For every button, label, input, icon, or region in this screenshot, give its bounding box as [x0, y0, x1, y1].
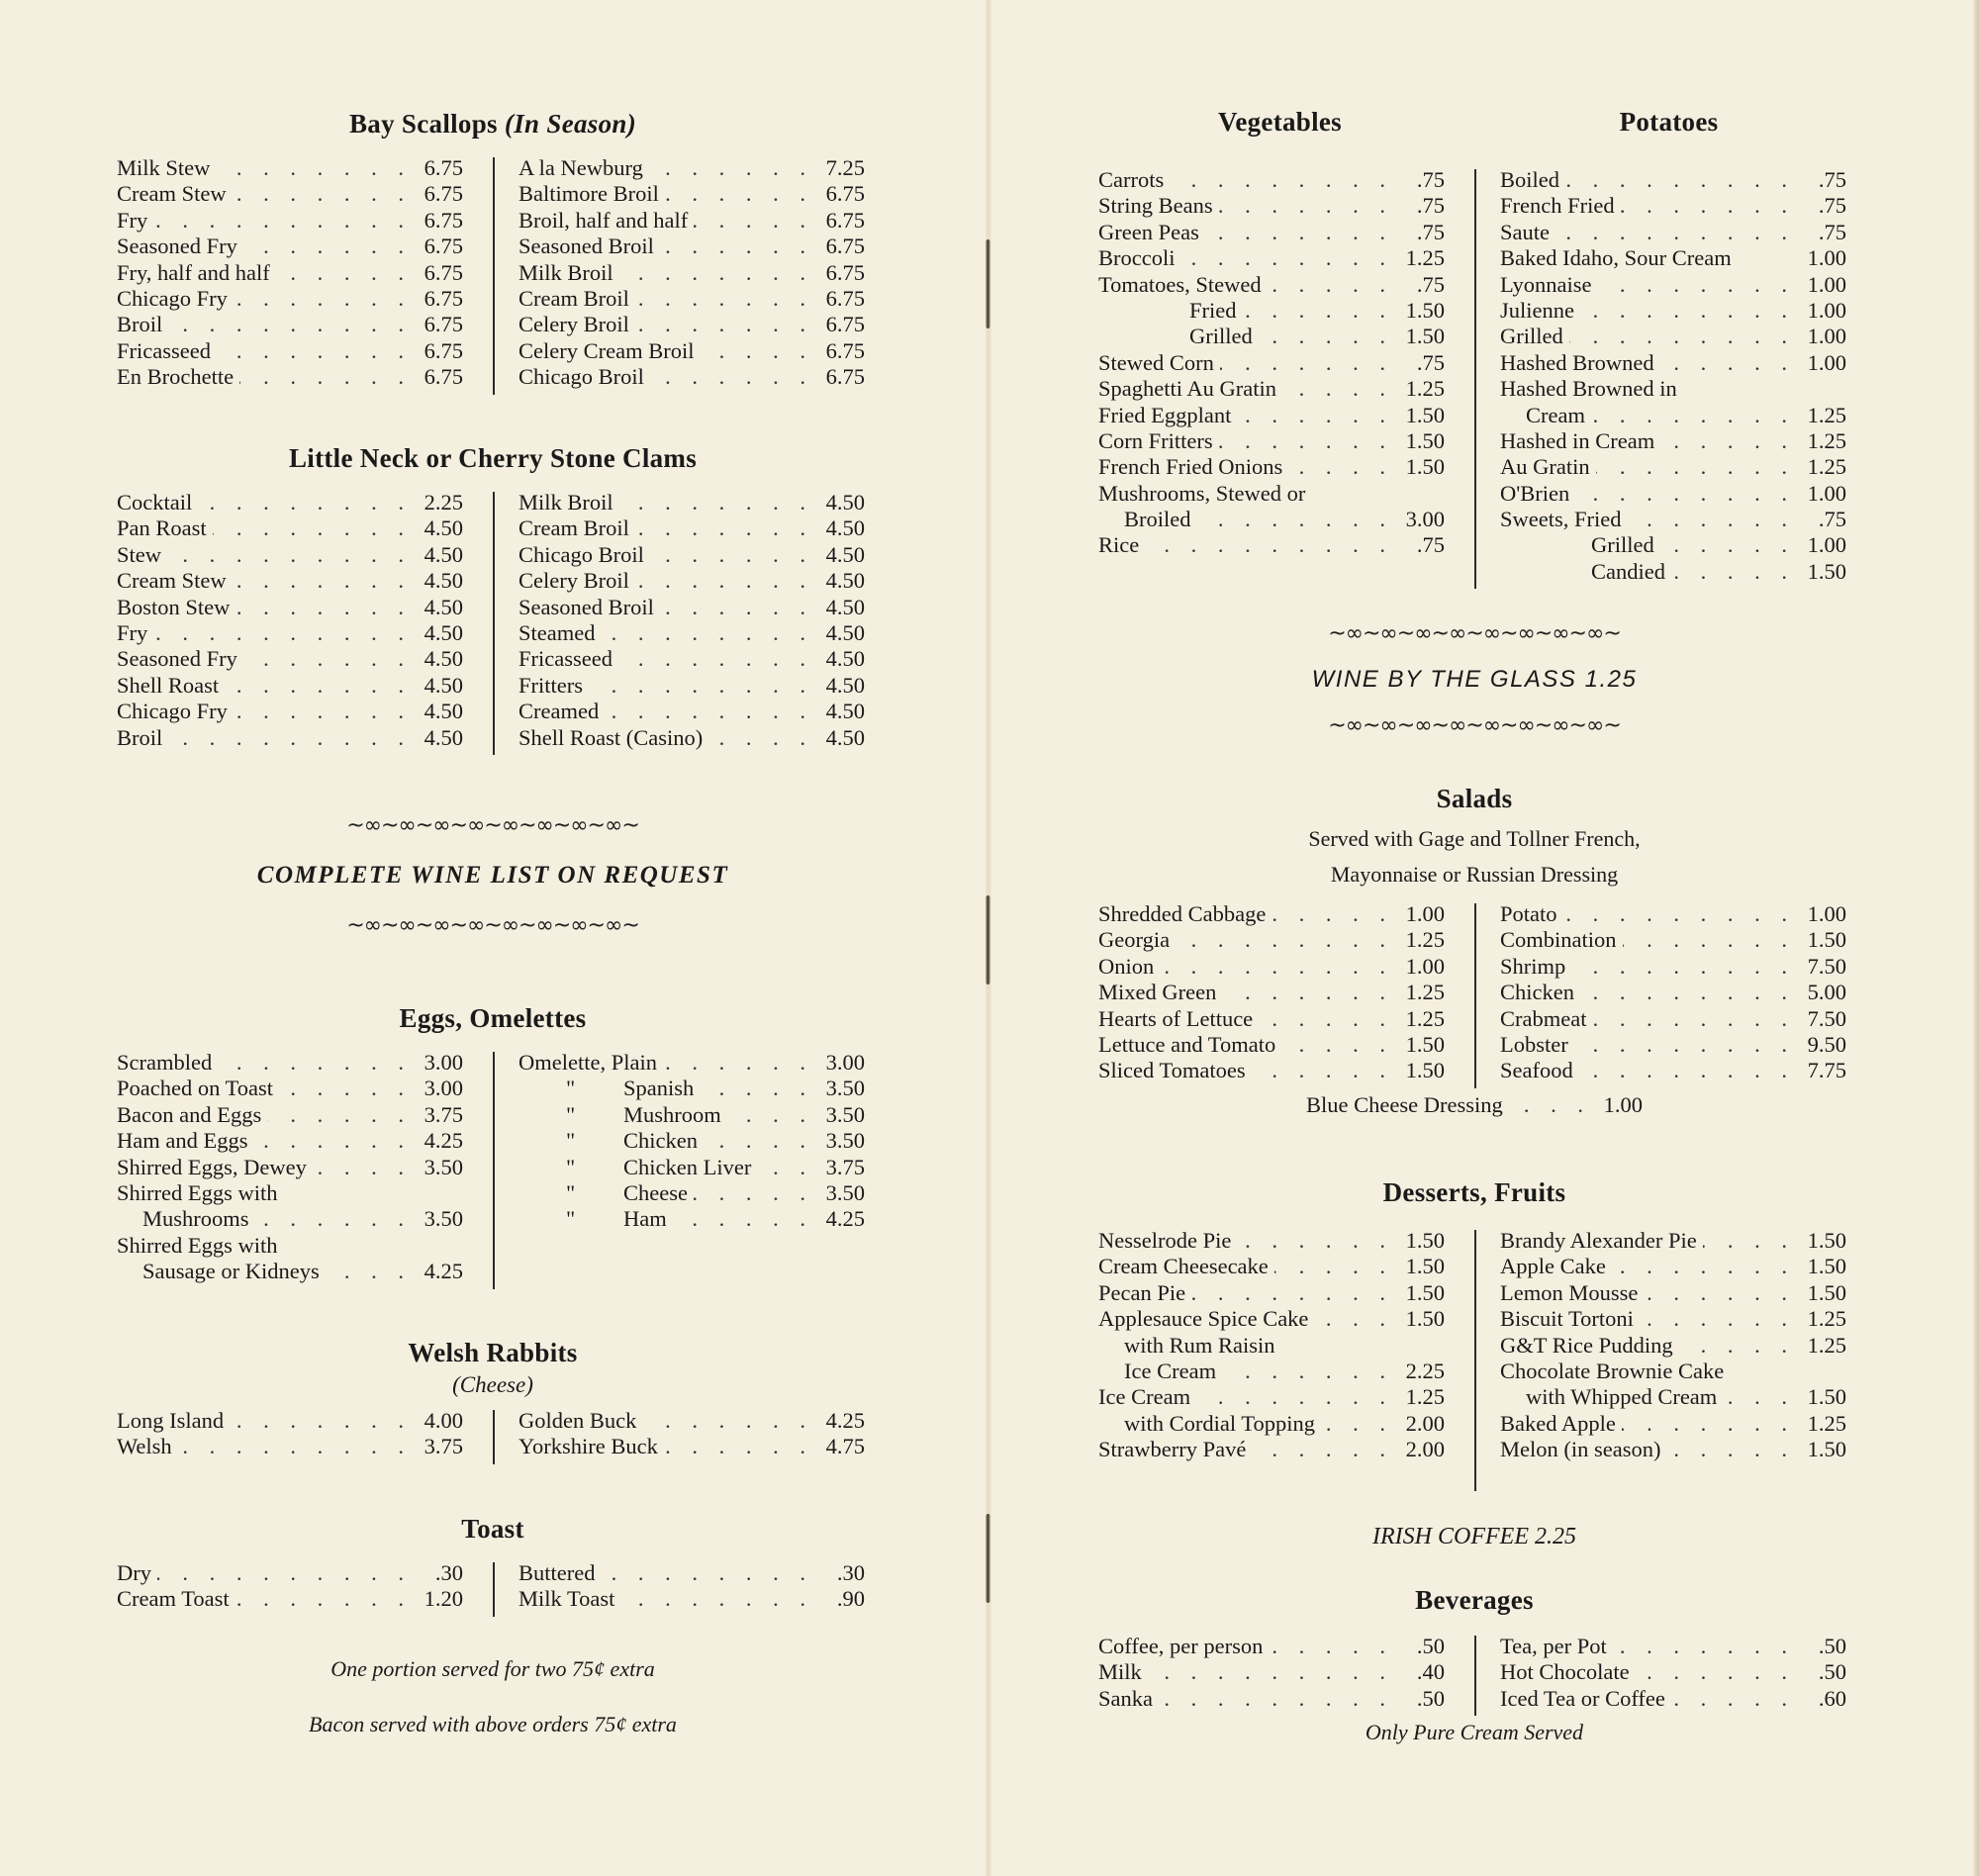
column-divider — [493, 1562, 495, 1617]
menu-item: Fried . . . 1.50 — [1098, 298, 1445, 324]
menu-item: Chicago Fry . . . 4.50 — [117, 699, 463, 724]
column-divider — [493, 1410, 495, 1464]
menu-item: Chicken . . . 5.00 — [1500, 980, 1846, 1005]
menu-item: Cream Stew . . . 4.50 — [117, 568, 463, 594]
menu-item: Candied . . . 1.50 — [1500, 559, 1846, 585]
wine-by-glass: WINE BY THE GLASS 1.25 — [1311, 666, 1638, 693]
ornament-divider-icon: ~∞~∞~∞~∞~∞~∞~∞~∞~ — [346, 813, 639, 838]
menu-item: Cream Broil . . . 4.50 — [518, 516, 865, 541]
menu-item: Ham and Eggs . . . 4.25 — [117, 1128, 463, 1154]
menu-column-right — [1500, 901, 1846, 1084]
menu-item: Fritters . . . 4.50 — [518, 673, 865, 699]
menu-item: Baked Apple . . . 1.25 — [1500, 1411, 1846, 1437]
menu-item: " Mushroom . . . 3.50 — [518, 1102, 865, 1128]
section-title: Welsh Rabbits — [408, 1338, 578, 1367]
menu-item: Shredded Cabbage . . . 1.00 — [1098, 901, 1445, 927]
menu-item: Hearts of Lettuce . . . 1.25 — [1098, 1006, 1445, 1032]
menu-item: Sanka . . . .50 — [1098, 1686, 1445, 1712]
menu-column-right — [518, 1408, 865, 1460]
menu-item: Strawberry Pavé . . . 2.00 — [1098, 1437, 1445, 1462]
menu-item: Fry, half and half . . . 6.75 — [117, 260, 463, 286]
menu-item: Hashed in Cream . . . 1.25 — [1500, 428, 1846, 454]
menu-item: Omelette, Plain . . . 3.00 — [518, 1050, 865, 1076]
ditto-mark: " — [566, 1206, 576, 1232]
menu-item: Saute . . . .75 — [1500, 220, 1846, 245]
menu-item: Crabmeat . . . 7.50 — [1500, 1006, 1846, 1032]
menu-item: Golden Buck . . . 4.25 — [518, 1408, 865, 1434]
menu-item: Buttered . . . .30 — [518, 1560, 865, 1586]
menu-item: Seasoned Broil . . . 4.50 — [518, 595, 865, 620]
menu-item: " Spanish . . . 3.50 — [518, 1076, 865, 1101]
portion-note: One portion served for two 75¢ extra — [330, 1655, 655, 1681]
cream-note: Only Pure Cream Served — [1365, 1720, 1584, 1745]
column-divider — [493, 1052, 495, 1289]
menu-item: Fricasseed . . . 4.50 — [518, 646, 865, 672]
section-beverages — [1098, 1585, 1850, 1745]
menu-item: Welsh . . . 3.75 — [117, 1434, 463, 1459]
menu-item: Cream Toast . . . 1.20 — [117, 1586, 463, 1612]
menu-item: Shell Roast . . . 4.50 — [117, 673, 463, 699]
menu-item: Lettuce and Tomato . . . 1.50 — [1098, 1032, 1445, 1058]
menu-item: Sweets, Fried . . . .75 — [1500, 507, 1846, 532]
menu-item: Milk Broil . . . 6.75 — [518, 260, 865, 286]
menu-item: Poached on Toast . . . 3.00 — [117, 1076, 463, 1101]
menu-column-right — [518, 1050, 865, 1285]
section-desserts-fruits — [1098, 1177, 1850, 1463]
column-divider — [493, 157, 495, 395]
menu-item: Apple Cake . . . 1.50 — [1500, 1254, 1846, 1279]
ornament-divider-icon: ~∞~∞~∞~∞~∞~∞~∞~∞~ — [346, 913, 639, 938]
ditto-mark: " — [566, 1154, 576, 1179]
section-title: Beverages — [1415, 1585, 1534, 1615]
menu-column-right — [518, 1560, 865, 1613]
menu-item: Milk . . . .40 — [1098, 1659, 1445, 1685]
section-title: Eggs, Omelettes — [399, 1003, 587, 1033]
menu-column-left — [1098, 1228, 1445, 1463]
menu-item: Georgia . . . 1.25 — [1098, 927, 1445, 953]
column-divider — [1474, 1636, 1476, 1716]
menu-item: Potato . . . 1.00 — [1500, 901, 1846, 927]
menu-item: Cream Cheesecake . . . 1.50 — [1098, 1254, 1445, 1279]
menu-item: with Cordial Topping . . . 2.00 — [1098, 1411, 1445, 1437]
staple-icon — [986, 895, 990, 985]
menu-column-left — [117, 155, 463, 391]
menu-item: " Ham . . . 4.25 — [518, 1206, 865, 1232]
menu-item: Ice Cream . . . 1.25 — [1098, 1384, 1445, 1410]
menu-item: Seasoned Broil . . . 6.75 — [518, 234, 865, 259]
menu-item: Sliced Tomatoes . . . 1.50 — [1098, 1058, 1445, 1083]
menu-item: Broil . . . 6.75 — [117, 312, 463, 337]
left-page — [0, 0, 988, 1876]
menu-item: French Fried Onions . . . 1.50 — [1098, 454, 1445, 480]
menu-item: Shirred Eggs, Dewey . . . 3.50 — [117, 1155, 463, 1180]
menu-item: " Cheese . . . 3.50 — [518, 1180, 865, 1206]
menu-item: Hashed Browned in — [1500, 376, 1677, 402]
menu-item: Nesselrode Pie . . . 1.50 — [1098, 1228, 1445, 1254]
section-title-potatoes: Potatoes — [1619, 107, 1719, 137]
section-headers — [1098, 107, 1850, 138]
menu-item: Tomatoes, Stewed . . . .75 — [1098, 272, 1445, 298]
bacon-note: Bacon served with above orders 75¢ extra — [309, 1711, 677, 1736]
menu-item: Spaghetti Au Gratin . . . 1.25 — [1098, 376, 1445, 402]
staple-icon — [986, 239, 990, 328]
menu-item: Chocolate Brownie Cake — [1500, 1358, 1725, 1383]
menu-column-left — [117, 1560, 463, 1613]
menu-column-right — [518, 155, 865, 391]
menu-item: Biscuit Tortoni . . . 1.25 — [1500, 1306, 1846, 1332]
vegetables-column — [1098, 167, 1445, 585]
menu-item: Onion . . . 1.00 — [1098, 954, 1445, 980]
menu-columns — [1098, 1634, 1850, 1712]
menu-item: Broccoli . . . 1.25 — [1098, 245, 1445, 271]
menu-columns — [117, 1408, 869, 1460]
wine-list-notice: COMPLETE WINE LIST ON REQUEST — [256, 862, 729, 889]
menu-item: Chicago Fry . . . 6.75 — [117, 286, 463, 312]
section-salads — [1098, 784, 1850, 1118]
menu-item: Lemon Mousse . . . 1.50 — [1500, 1280, 1846, 1306]
right-page — [991, 0, 1979, 1876]
menu-item: Julienne . . . 1.00 — [1500, 298, 1846, 324]
wine-by-glass-block — [1098, 621, 1850, 738]
menu-columns — [117, 155, 869, 391]
column-divider — [1474, 169, 1476, 589]
menu-item: Stew . . . 4.50 — [117, 542, 463, 568]
section-vegetables-potatoes — [1098, 107, 1850, 585]
menu-item: Seasoned Fry . . . 6.75 — [117, 234, 463, 259]
menu-column-left — [117, 490, 463, 751]
menu-item: Mixed Green . . . 1.25 — [1098, 980, 1445, 1005]
menu-item: Cream . . . 1.25 — [1500, 403, 1846, 428]
menu-item: Chicago Broil . . . 6.75 — [518, 364, 865, 390]
section-title: Bay Scallops (In Season) — [348, 109, 637, 139]
menu-item: Steamed . . . 4.50 — [518, 620, 865, 646]
menu-item: Applesauce Spice Cake . . . 1.50 — [1098, 1306, 1445, 1332]
menu-columns — [1098, 901, 1850, 1084]
menu-item: Hot Chocolate . . . .50 — [1500, 1659, 1846, 1685]
menu-item: " Chicken . . . 3.50 — [518, 1128, 865, 1154]
menu-item: " Chicken Liver . . . 3.75 — [518, 1155, 865, 1180]
menu-item: G&T Rice Pudding . . . 1.25 — [1500, 1333, 1846, 1359]
menu-item: Long Island . . . 4.00 — [117, 1408, 463, 1434]
menu-item: Shell Roast (Casino) . . . 4.50 — [518, 725, 865, 751]
menu-item: Seafood . . . 7.75 — [1500, 1058, 1846, 1083]
menu-column-right — [1500, 1228, 1846, 1463]
menu-item: Blue Cheese Dressing . . . 1.00 — [1306, 1092, 1643, 1118]
menu-item: Melon (in season) . . . 1.50 — [1500, 1437, 1846, 1462]
ditto-mark: " — [566, 1101, 576, 1127]
menu-item: Grilled . . . 1.00 — [1500, 324, 1846, 349]
menu-item: Broiled . . . 3.00 — [1098, 507, 1445, 532]
menu-item: Cocktail . . . 2.25 — [117, 490, 463, 516]
ditto-mark: " — [566, 1076, 576, 1101]
menu-item: Fry . . . 6.75 — [117, 208, 463, 234]
column-divider — [493, 492, 495, 755]
menu-item: Boiled . . . .75 — [1500, 167, 1846, 193]
menu-item: Mushrooms . . . 3.50 — [117, 1206, 463, 1232]
menu-item: Scrambled . . . 3.00 — [117, 1050, 463, 1076]
menu-item: Lobster . . . 9.50 — [1500, 1032, 1846, 1058]
menu-item: Combination . . . 1.50 — [1500, 927, 1846, 953]
ornament-divider-icon: ~∞~∞~∞~∞~∞~∞~∞~∞~ — [1328, 621, 1621, 646]
column-divider — [1474, 903, 1476, 1088]
menu-item: with Rum Raisin — [1124, 1332, 1275, 1358]
menu-columns — [117, 1560, 869, 1613]
menu-item: Shrimp . . . 7.50 — [1500, 954, 1846, 980]
column-divider — [1474, 1230, 1476, 1491]
menu-item: String Beans . . . .75 — [1098, 193, 1445, 219]
menu-item: with Whipped Cream . . . 1.50 — [1500, 1384, 1846, 1410]
menu-columns — [1098, 1228, 1850, 1463]
menu-item: Baked Idaho, Sour Cream 1.00 — [1500, 245, 1846, 271]
blue-cheese-dressing — [1306, 1092, 1643, 1118]
menu-item: Baltimore Broil . . . 6.75 — [518, 181, 865, 207]
menu-item: Cream Stew . . . 6.75 — [117, 181, 463, 207]
section-clams — [117, 443, 869, 751]
menu-column-left — [117, 1050, 463, 1285]
section-subtitle: (Cheese) — [452, 1372, 533, 1397]
menu-column-left — [1098, 901, 1445, 1084]
ornament-divider-icon: ~∞~∞~∞~∞~∞~∞~∞~∞~ — [1328, 713, 1621, 738]
menu-item: Fricasseed . . . 6.75 — [117, 338, 463, 364]
menu-item: Milk Toast . . . .90 — [518, 1586, 865, 1612]
menu-item: Milk Stew . . . 6.75 — [117, 155, 463, 181]
section-title-vegetables: Vegetables — [1218, 107, 1342, 137]
menu-item: O'Brien . . . 1.00 — [1500, 481, 1846, 507]
potatoes-column — [1500, 167, 1846, 585]
ditto-mark: " — [566, 1179, 576, 1205]
section-title: Toast — [461, 1514, 524, 1544]
menu-item: Shirred Eggs with — [117, 1179, 278, 1205]
menu-item: Dry . . . .30 — [117, 1560, 463, 1586]
menu-item: Grilled . . . 1.00 — [1500, 532, 1846, 558]
menu-item: A la Newburg . . . 7.25 — [518, 155, 865, 181]
staple-icon — [986, 1514, 990, 1603]
menu-item: Iced Tea or Coffee . . . .60 — [1500, 1686, 1846, 1712]
menu-item: Fry . . . 4.50 — [117, 620, 463, 646]
menu-item: Chicago Broil . . . 4.50 — [518, 542, 865, 568]
menu-item: Rice . . . .75 — [1098, 532, 1445, 558]
menu-item: Au Gratin . . . 1.25 — [1500, 454, 1846, 480]
menu-item: Boston Stew . . . 4.50 — [117, 595, 463, 620]
menu-item: Celery Broil . . . 6.75 — [518, 312, 865, 337]
menu-item: Pecan Pie . . . 1.50 — [1098, 1280, 1445, 1306]
menu-item: Sausage or Kidneys . . . 4.25 — [117, 1259, 463, 1284]
menu-item: Pan Roast . . . 4.50 — [117, 516, 463, 541]
menu-item: Tea, per Pot . . . .50 — [1500, 1634, 1846, 1659]
page-edge — [1973, 0, 1979, 1876]
ditto-mark: " — [566, 1128, 576, 1154]
section-eggs-omelettes — [117, 1003, 869, 1285]
menu-column-left — [117, 1408, 463, 1460]
menu-item: Hashed Browned . . . 1.00 — [1500, 350, 1846, 376]
menu-column-right — [518, 490, 865, 751]
menu-column-left — [1098, 1634, 1445, 1712]
irish-coffee-block — [1098, 1524, 1850, 1550]
section-welsh-rabbits — [117, 1338, 869, 1460]
menu-item: Green Peas . . . .75 — [1098, 220, 1445, 245]
menu-item: Bacon and Eggs . . . 3.75 — [117, 1102, 463, 1128]
section-bay-scallops — [117, 109, 869, 391]
menu-item: French Fried . . . .75 — [1500, 193, 1846, 219]
menu-item: Brandy Alexander Pie . . . 1.50 — [1500, 1228, 1846, 1254]
menu-item: Stewed Corn . . . .75 — [1098, 350, 1445, 376]
menu-item: Mushrooms, Stewed or — [1098, 480, 1306, 506]
menu-columns — [117, 1050, 869, 1285]
menu-item: Celery Cream Broil . . . 6.75 — [518, 338, 865, 364]
menu-item: Broil, half and half . . . 6.75 — [518, 208, 865, 234]
menu-item: Lyonnaise . . . 1.00 — [1500, 272, 1846, 298]
section-title: Salads — [1436, 784, 1513, 813]
menu-item: Shirred Eggs with — [117, 1232, 278, 1258]
menu-item: Milk Broil . . . 4.50 — [518, 490, 865, 516]
menu-item: Cream Broil . . . 6.75 — [518, 286, 865, 312]
menu-item: Creamed . . . 4.50 — [518, 699, 865, 724]
menu-item: Corn Fritters . . . 1.50 — [1098, 428, 1445, 454]
salads-description: Mayonnaise or Russian Dressing — [1330, 862, 1619, 887]
menu-item: Grilled . . . 1.50 — [1098, 324, 1445, 349]
irish-coffee: IRISH COFFEE 2.25 — [1372, 1524, 1576, 1549]
menu-item: Fried Eggplant . . . 1.50 — [1098, 403, 1445, 428]
menu-item: En Brochette . . . 6.75 — [117, 364, 463, 390]
menu-columns — [1098, 167, 1850, 585]
menu-item: Seasoned Fry . . . 4.50 — [117, 646, 463, 672]
wine-list-notice-block — [117, 813, 869, 938]
menu-item: Ice Cream . . . 2.25 — [1098, 1359, 1445, 1384]
menu-item: Coffee, per person . . . .50 — [1098, 1634, 1445, 1659]
section-toast — [117, 1514, 869, 1737]
menu-column-right — [1500, 1634, 1846, 1712]
menu-item: Carrots . . . .75 — [1098, 167, 1445, 193]
menu-item: Broil . . . 4.50 — [117, 725, 463, 751]
section-title: Little Neck or Cherry Stone Clams — [288, 443, 698, 473]
section-title: Desserts, Fruits — [1382, 1177, 1566, 1207]
salads-description: Served with Gage and Tollner French, — [1308, 826, 1641, 851]
menu-item: Celery Broil . . . 4.50 — [518, 568, 865, 594]
menu-item: Yorkshire Buck . . . 4.75 — [518, 1434, 865, 1459]
menu-columns — [117, 490, 869, 751]
